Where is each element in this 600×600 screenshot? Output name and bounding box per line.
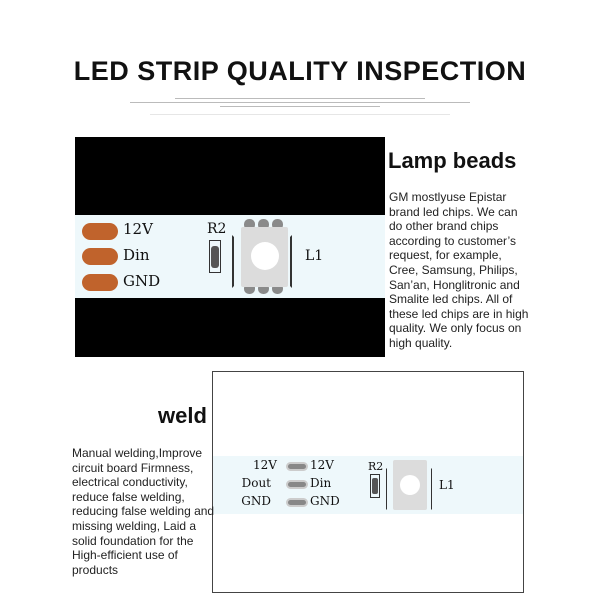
solder-joint: [286, 462, 308, 471]
pad-label: 12V: [123, 220, 153, 238]
lamp-beads-heading: Lamp beads: [388, 148, 517, 173]
pad-label: GND: [123, 272, 161, 290]
pad-label: GND: [241, 494, 271, 508]
weld-diagram: [212, 371, 524, 593]
page-title: LED STRIP QUALITY INSPECTION: [73, 56, 527, 86]
resistor-icon: [372, 478, 378, 494]
resistor-label: R2: [207, 221, 227, 237]
pad-label: Dout: [241, 476, 271, 490]
resistor-label: R2: [368, 460, 384, 473]
pad-label: Din: [123, 246, 150, 264]
led-strip: [75, 215, 385, 298]
lamp-beads-text: GM mostlyuse Epistar brand led chips. We can do other brand chips according to customer’s request, for example, Cree, Samsung, Philips, San’an, Honglitronic and Smalite led chips. All of these led chips are in high quality. We only focus on high quality.: [389, 190, 529, 350]
solder-pad: [82, 223, 118, 240]
subtitle-line: [175, 98, 425, 99]
lamp-beads-diagram: [75, 137, 385, 357]
solder-joint: [286, 480, 308, 489]
solder-pad: [82, 274, 118, 291]
pad-label: Din: [310, 476, 332, 490]
led-strip: [213, 456, 524, 514]
led-lens: [400, 475, 420, 495]
pad-label: GND: [310, 494, 340, 508]
divider: [150, 114, 450, 115]
solder-joint: [286, 498, 308, 507]
led-label: L1: [305, 248, 324, 264]
led-lens: [251, 242, 279, 270]
subtitle-line: [130, 102, 470, 103]
pad-label: 12V: [310, 458, 334, 472]
solder-pad: [82, 248, 118, 265]
pad-label: 12V: [253, 458, 277, 472]
weld-heading: weld: [158, 403, 207, 428]
subtitle-line: [220, 106, 380, 107]
weld-text: Manual welding,Improve circuit board Firmness, electrical conductivity, reduce false welding, reducing false welding and missing welding, Laid a solid foundation for the High-efficient use of products: [72, 446, 215, 577]
led-label: L1: [439, 478, 455, 492]
resistor-icon: [211, 246, 219, 268]
